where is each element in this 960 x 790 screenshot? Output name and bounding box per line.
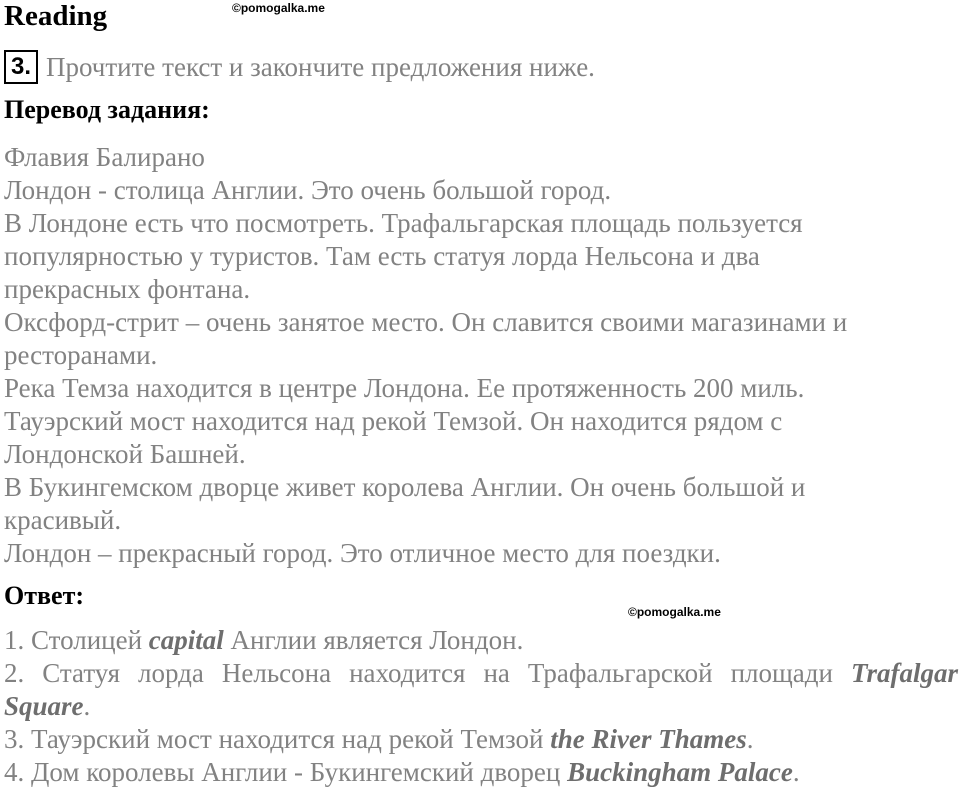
answer-heading: Ответ: — [4, 581, 85, 610]
translation-line: В Букингемском дворце живет королева Англии. Он очень большой и — [4, 472, 806, 502]
answer-item — [4, 756, 958, 789]
answer-text: . — [792, 757, 800, 787]
translation-line: В Лондоне есть что посмотреть. Трафальгарская площадь пользуется — [4, 208, 803, 238]
section-title: Reading — [4, 0, 108, 32]
watermark-top: ©pomogalka.me — [232, 1, 325, 15]
translation-line: красивый. — [4, 505, 122, 535]
watermark-bottom: ©pomogalka.me — [628, 605, 721, 619]
answer-list — [4, 624, 958, 789]
answer-text: Англии является Лондон. — [223, 625, 524, 655]
answer-text: . — [746, 724, 754, 754]
answer-word: the River Thames — [550, 724, 747, 754]
translation-line: Флавия Балирано — [4, 142, 205, 172]
translation-line: Лондон – прекрасный город. Это отличное место для поездки. — [4, 538, 721, 568]
task-number-box: 3. — [4, 50, 38, 84]
translation-line: популярностью у туристов. Там есть статуя лорда Нельсона и два — [4, 241, 760, 271]
translation-line: Лондонской Башней. — [4, 439, 246, 469]
translation-line: Лондон - столица Англии. Это очень большой город. — [4, 175, 612, 205]
translation-line: Оксфорд-стрит – очень занятое место. Он славится своими магазинами и — [4, 307, 848, 337]
answer-text: 1. Столицей — [4, 625, 149, 655]
answer-text: 4. Дом королевы Англии - Букингемский дворец — [4, 757, 568, 787]
translation-line: ресторанами. — [4, 340, 158, 370]
answer-word: Trafalgar Square — [4, 658, 958, 721]
translation-line: прекрасных фонтана. — [4, 274, 251, 304]
answer-word: Buckingham Palace — [567, 757, 793, 787]
answer-word: capital — [148, 625, 224, 655]
answer-item — [4, 624, 958, 657]
translation-line: Тауэрский мост находится над рекой Темзой. Он находится рядом с — [4, 406, 783, 436]
answer-text: 2. Статуя лорда Нельсона находится на Трафальгарской площади — [4, 658, 851, 688]
answer-item — [4, 723, 958, 756]
answer-text: . — [83, 691, 91, 721]
task-instruction — [4, 50, 595, 84]
translation-heading: Перевод задания: — [4, 95, 210, 124]
answer-item — [4, 657, 958, 723]
task-text: Прочтите текст и закончите предложения ниже. — [46, 51, 595, 82]
translation-line: Река Темза находится в центре Лондона. Ее протяженность 200 миль. — [4, 373, 805, 403]
answer-text: 3. Тауэрский мост находится над рекой Темзой — [4, 724, 551, 754]
translation-text — [4, 141, 956, 570]
